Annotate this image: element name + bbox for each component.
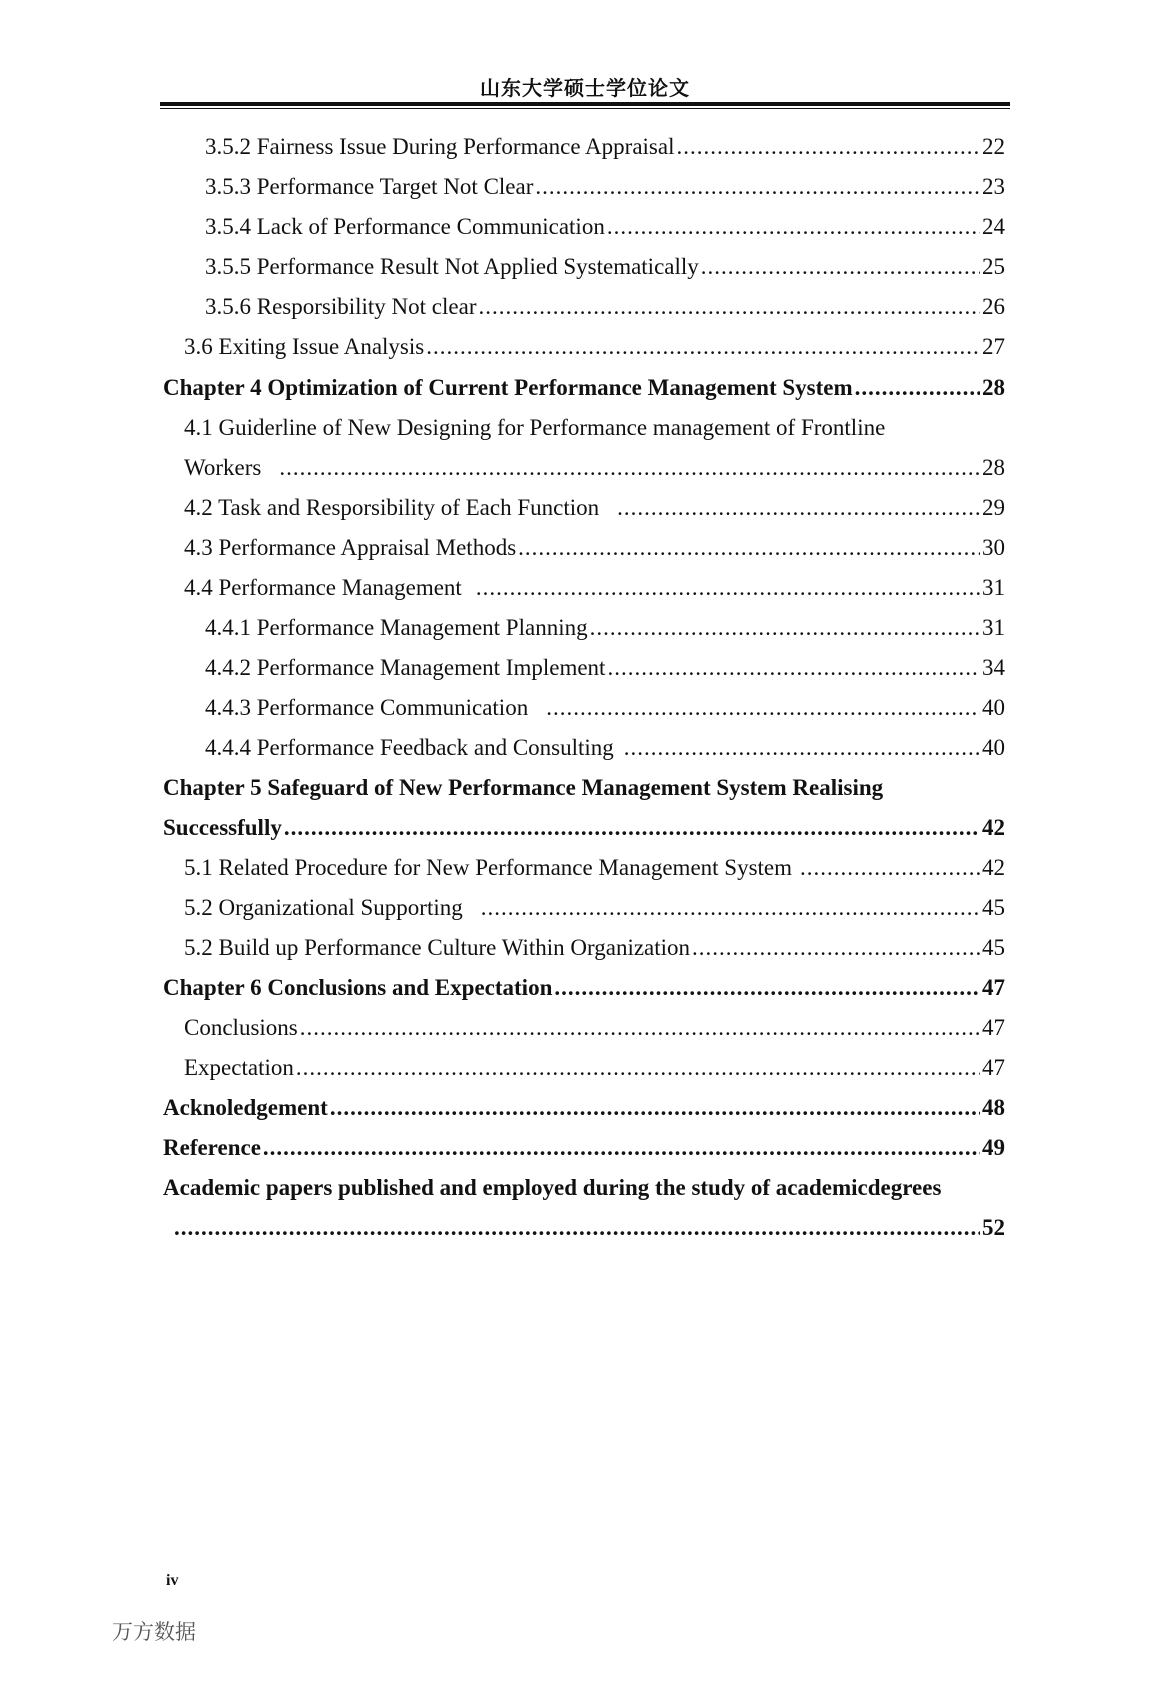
toc-leader-dots: [676, 132, 980, 162]
toc-entry-title: 3.5.2 Fairness Issue During Performance Appraisal: [205, 134, 675, 159]
toc-leader-dots: [607, 653, 980, 683]
toc-entry-title: 3.6 Exiting Issue Analysis: [184, 334, 425, 359]
toc-entry-page: 22: [982, 134, 1005, 159]
toc-entry[interactable]: [184, 1053, 1005, 1083]
toc-entry-page: 42: [982, 815, 1005, 840]
toc-entry-title: Successfully: [163, 815, 282, 840]
toc-entry-title: 4.3 Performance Appraisal Methods: [184, 535, 517, 560]
toc-entry-title: 4.4.4 Performance Feedback and Consulting: [205, 735, 614, 760]
toc-leader-dots: [624, 733, 980, 763]
toc-leader-dots: [476, 573, 980, 603]
toc-leader-dots: [554, 973, 980, 1003]
toc-entry[interactable]: [205, 693, 1005, 723]
toc-chapter-title-line1[interactable]: Academic papers published and employed during the study of academicdegrees: [163, 1175, 942, 1200]
toc-leader-dots: [481, 893, 980, 923]
toc-entry-page: 25: [982, 254, 1005, 279]
toc-leader-dots: [855, 373, 980, 403]
toc-chapter-entry[interactable]: [163, 373, 1005, 403]
toc-entry[interactable]: [205, 733, 1005, 763]
toc-entry[interactable]: [205, 132, 1005, 162]
toc-entry-page: 48: [982, 1095, 1005, 1120]
toc-entry-page: 26: [982, 294, 1005, 319]
toc-entry-title: 4.4.2 Performance Management Implement: [205, 655, 606, 680]
toc-entry[interactable]: [184, 493, 1005, 523]
toc-leader-dots: [300, 1013, 980, 1043]
toc-entry[interactable]: [184, 573, 1005, 603]
toc-entry-title: 4.4 Performance Management: [184, 575, 462, 600]
toc-entry[interactable]: [184, 1013, 1005, 1043]
toc-entry[interactable]: [205, 172, 1005, 202]
toc-entry-title: 3.5.6 Resporsibility Not clear: [205, 294, 477, 319]
toc-entry-page: 30: [982, 535, 1005, 560]
page-number: iv: [166, 1572, 179, 1589]
toc-entry-title: 3.5.5 Performance Result Not Applied Systematically: [205, 254, 699, 279]
toc-leader-dots: [263, 1133, 980, 1163]
toc-leader-dots: [617, 493, 980, 523]
toc-entry-page: 47: [982, 975, 1005, 1000]
toc-entry[interactable]: [184, 533, 1005, 563]
toc-leader-dots: [590, 613, 980, 643]
toc-leader-dots: [701, 252, 980, 282]
toc-entry[interactable]: [184, 453, 1005, 483]
toc-entry-title: 5.1 Related Procedure for New Performance Management System: [184, 855, 793, 880]
toc-entry-title: Acknoledgement: [163, 1095, 328, 1120]
toc-entry-page: 24: [982, 214, 1005, 239]
toc-leader-dots: [174, 1213, 980, 1243]
toc-leader-dots: [518, 533, 980, 563]
toc-entry-page: 49: [982, 1135, 1005, 1160]
toc-entry[interactable]: [205, 252, 1005, 282]
watermark: 万方数据: [112, 1620, 196, 1644]
toc-entry[interactable]: [184, 933, 1005, 963]
toc-entry[interactable]: [184, 332, 1005, 362]
toc-entry-page: 34: [982, 655, 1005, 680]
toc-entry[interactable]: [205, 292, 1005, 322]
toc-entry-title: Workers: [184, 455, 262, 480]
toc-entry-title: Conclusions: [184, 1015, 298, 1040]
toc-chapter-entry[interactable]: [163, 1093, 1005, 1123]
toc-leader-dots: [479, 292, 981, 322]
toc-chapter-entry[interactable]: [163, 973, 1005, 1003]
toc-entry-page: 40: [982, 695, 1005, 720]
toc-leader-dots: [535, 172, 980, 202]
toc-entry-page: 31: [982, 615, 1005, 640]
toc-leader-dots: [330, 1093, 980, 1123]
toc-entry-title: 3.5.4 Lack of Performance Communication: [205, 214, 605, 239]
toc-entry[interactable]: [205, 212, 1005, 242]
toc-leader-dots: [296, 1053, 980, 1083]
toc-entry-page: 23: [982, 174, 1005, 199]
toc-entry-title: 4.4.1 Performance Management Planning: [205, 615, 588, 640]
toc-entry-page: 40: [982, 735, 1005, 760]
toc-entry[interactable]: [205, 653, 1005, 683]
toc-leader-dots: [284, 813, 980, 843]
toc-leader-dots: [607, 212, 980, 242]
toc-leader-dots: [546, 693, 980, 723]
toc-entry-page: 45: [982, 895, 1005, 920]
toc-entry-title: Reference: [163, 1135, 261, 1160]
toc-entry-page: 29: [982, 495, 1005, 520]
toc-entry-title: 3.5.3 Performance Target Not Clear: [205, 174, 534, 199]
toc-entry-page: 52: [982, 1215, 1005, 1240]
toc-chapter-title-line1[interactable]: Chapter 5 Safeguard of New Performance Management System Realising: [163, 775, 884, 800]
toc-entry-title: Chapter 6 Conclusions and Expectation: [163, 975, 553, 1000]
toc-entry-page: 27: [982, 334, 1005, 359]
toc-chapter-entry[interactable]: [163, 1133, 1005, 1163]
toc-entry[interactable]: [184, 853, 1005, 883]
toc-entry-title: 4.4.3 Performance Communication: [205, 695, 529, 720]
toc-entry-title-line1[interactable]: 4.1 Guiderline of New Designing for Performance management of Frontline: [184, 415, 886, 440]
toc-entry-title: Chapter 4 Optimization of Current Performance Management System: [163, 375, 853, 400]
toc-entry-title: 5.2 Build up Performance Culture Within Organization: [184, 935, 691, 960]
toc-entry-page: 42: [982, 855, 1005, 880]
toc-entry[interactable]: [184, 893, 1005, 923]
toc-entry-page: 31: [982, 575, 1005, 600]
toc-entry[interactable]: [205, 613, 1005, 643]
toc-chapter-entry[interactable]: [163, 813, 1005, 843]
toc-entry-title: 4.2 Task and Resporsibility of Each Function: [184, 495, 600, 520]
toc-entry-page: 45: [982, 935, 1005, 960]
toc-entry-title: 5.2 Organizational Supporting: [184, 895, 463, 920]
toc-entry-page: 47: [982, 1015, 1005, 1040]
toc-entry-title: Expectation: [184, 1055, 294, 1080]
toc-leader-dots: [692, 933, 980, 963]
page-header-title: 山东大学硕士学位论文: [480, 76, 690, 100]
toc-entry-page: 28: [982, 375, 1005, 400]
toc-leader-dots: [426, 332, 980, 362]
toc-entry-page: 47: [982, 1055, 1005, 1080]
toc-leader-dots: [279, 453, 980, 483]
toc-leader-dots: [800, 853, 980, 883]
toc-chapter-entry[interactable]: [174, 1213, 1005, 1243]
toc-entry-page: 28: [982, 455, 1005, 480]
